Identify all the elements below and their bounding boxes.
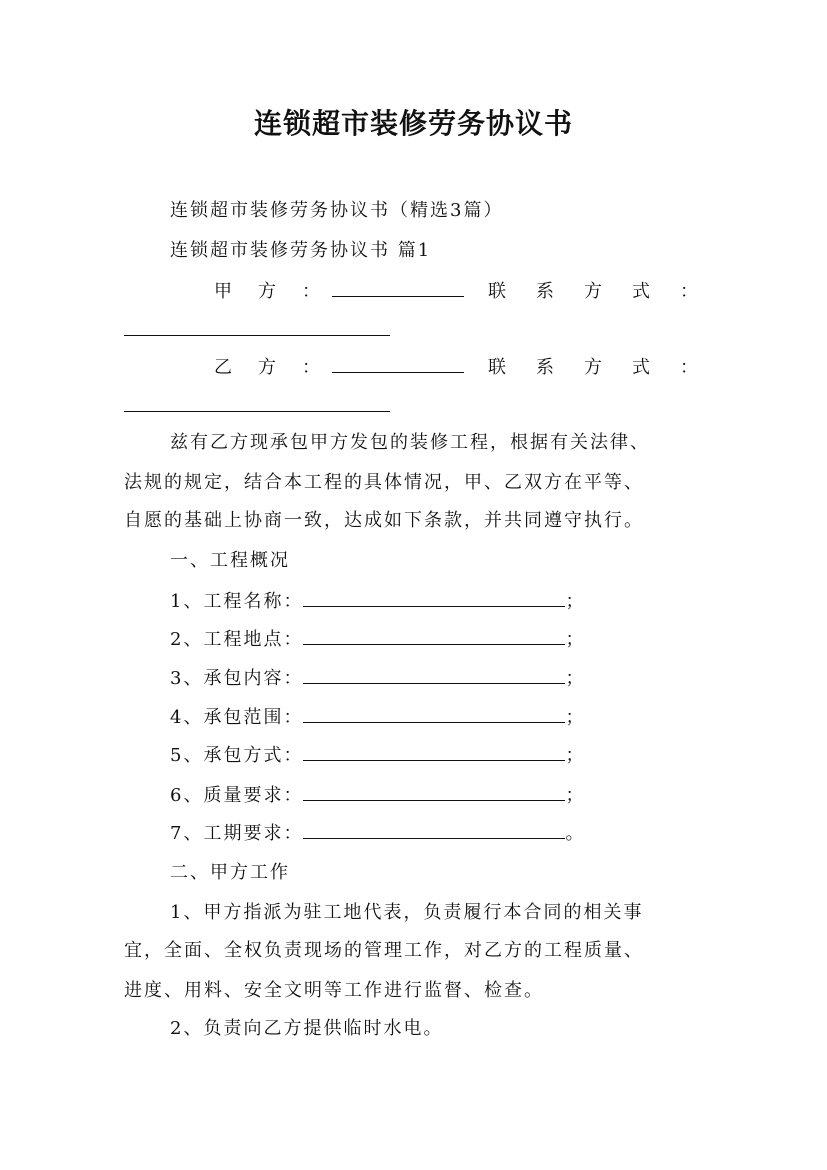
- party-b-contact-label: 联系方式：: [488, 357, 728, 378]
- party-a-contact-blank[interactable]: [124, 334, 390, 336]
- item-label: 2、工程地点：: [170, 629, 304, 650]
- item-contract-method: [170, 742, 730, 769]
- item-blank[interactable]: [303, 588, 565, 607]
- subtitle-part: 连锁超市装修劳务协议书 篇1: [170, 240, 432, 261]
- party-b-row: [214, 354, 804, 381]
- section2-p1-line-2: 宜，全面、全权负责现场的管理工作，对乙方的工程质量、: [124, 940, 644, 961]
- item-schedule-requirement: [170, 820, 730, 847]
- intro-line-1: 兹有乙方现承包甲方发包的装修工程，根据有关法律、: [170, 432, 650, 453]
- item-end: ；: [565, 591, 586, 612]
- party-a-row: [214, 278, 804, 305]
- item-project-name: [170, 588, 730, 615]
- item-contract-content: [170, 665, 730, 692]
- item-label: 3、承包内容：: [170, 668, 304, 689]
- intro-line-2: 法规的规定，结合本工程的具体情况，甲、乙双方在平等、: [124, 472, 644, 493]
- party-a-label: 甲方：: [214, 281, 346, 302]
- document-title: 连锁超市装修劳务协议书: [253, 107, 573, 140]
- item-end: ；: [565, 745, 586, 766]
- item-label: 6、质量要求：: [170, 785, 304, 806]
- section2-heading: 二、甲方工作: [170, 862, 290, 883]
- item-blank[interactable]: [303, 704, 565, 723]
- item-end: ；: [565, 707, 586, 728]
- item-end: ；: [565, 629, 586, 650]
- item-label: 4、承包范围：: [170, 707, 304, 728]
- item-end: ；: [565, 668, 586, 689]
- subtitle-collection: 连锁超市装修劳务协议书（精选3篇）: [170, 200, 504, 221]
- item-label: 7、工期要求：: [170, 823, 304, 844]
- section2-p2: 2、负责向乙方提供临时水电。: [170, 1018, 444, 1039]
- item-blank[interactable]: [303, 665, 565, 684]
- item-label: 1、工程名称：: [170, 591, 304, 612]
- item-blank[interactable]: [303, 626, 565, 645]
- section2-p1-line-1: 1、甲方指派为驻工地代表，负责履行本合同的相关事: [170, 902, 644, 923]
- intro-line-3: 自愿的基础上协商一致，达成如下条款，并共同遵守执行。: [124, 510, 644, 531]
- section1-heading: 一、工程概况: [170, 550, 290, 571]
- item-blank[interactable]: [303, 782, 565, 801]
- party-a-contact-label: 联系方式：: [488, 281, 728, 302]
- item-blank[interactable]: [303, 742, 565, 761]
- item-project-location: [170, 626, 730, 653]
- item-quality-requirement: [170, 782, 730, 809]
- party-a-blank[interactable]: [332, 278, 464, 297]
- item-blank[interactable]: [303, 820, 565, 839]
- item-contract-scope: [170, 704, 730, 731]
- party-b-blank[interactable]: [332, 354, 464, 373]
- item-end: ；: [565, 785, 586, 806]
- party-b-contact-blank[interactable]: [124, 410, 390, 412]
- party-b-label: 乙方：: [214, 357, 346, 378]
- item-end: 。: [565, 823, 586, 844]
- section2-p1-line-3: 进度、用料、安全文明等工作进行监督、检查。: [124, 980, 544, 1001]
- item-label: 5、承包方式：: [170, 745, 304, 766]
